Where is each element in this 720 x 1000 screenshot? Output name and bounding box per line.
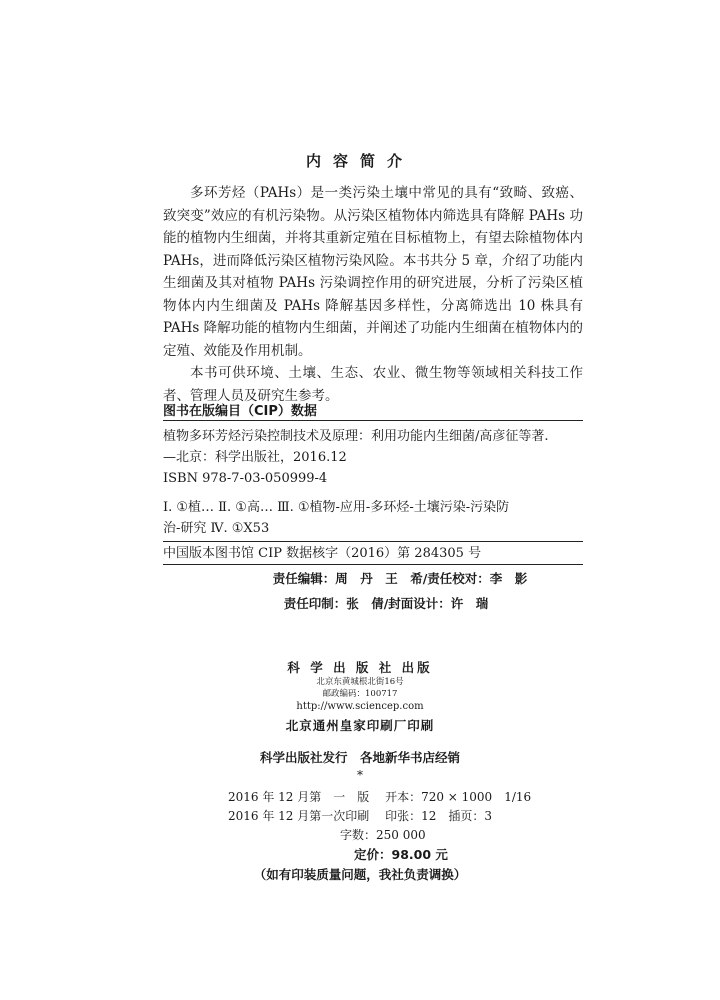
divider	[163, 564, 583, 565]
cip-heading: 图书在版编目（CIP）数据	[163, 404, 317, 419]
publisher-postcode: 邮政编码：100717	[322, 689, 398, 699]
edition-line: 2016 年 12 月第 一 版 开本：720 × 1000 1/16	[228, 790, 532, 804]
cip-number: 中国版本图书馆 CIP 数据核字（2016）第 284305 号	[163, 546, 482, 561]
printer-name: 北京通州皇家印刷厂印刷	[285, 718, 435, 733]
word-count: 字数：250 000	[340, 828, 426, 842]
summary-text	[163, 182, 583, 407]
print-line: 2016 年 12 月第一次印刷 印张：12 插页：3	[228, 809, 492, 823]
publisher-url: http://www.sciencep.com	[296, 701, 424, 712]
editor-credits: 责任编辑：周 丹 王 希/责任校对：李 影	[272, 571, 528, 586]
divider	[163, 541, 583, 542]
production-credits: 责任印制：张 倩/封面设计：许 瑞	[283, 596, 489, 611]
publisher-address: 北京东黄城根北街16号	[316, 677, 404, 687]
price: 定价：98.00 元	[354, 847, 448, 862]
cip-isbn-line: ISBN 978-7-03-050999-4	[163, 471, 328, 486]
cip-class-line: Ⅰ. ①植… Ⅱ. ①高… Ⅲ. ①植物-应用-多环烃-土壤污染-污染防	[163, 500, 510, 515]
cip-publisher-line: —北京：科学出版社，2016.12	[163, 450, 347, 465]
edition-info	[228, 788, 531, 864]
summary-title: 内容简介	[305, 152, 414, 170]
exchange-notice: （如有印装质量问题，我社负责调换）	[253, 867, 467, 882]
summary-paragraph: 多环芳烃（PAHs）是一类污染土壤中常见的具有“致畸、致癌、致突变”效应的有机污染物。从污染区植物体内筛选具有降解 PAHs 功能的植物内生细菌，并将其重新定殖在目标植物上，有望去除植物体内 PAHs，进而降低污染区植物污染风险。本书共分 5 章，介绍了功能内生细菌及其对植物 PAHs 污染调控作用的研究进展，分析了污染区植物体内内生细菌及 PAHs 降解基因多样性，分离筛选出 10 株具有 PAHs 降解功能的植物内生细菌，并阐述了功能内生细菌在植物体内的定殖、效能及作用机制。	[163, 185, 583, 359]
cip-record	[163, 426, 583, 539]
cip-class-line: 治-研究 Ⅳ. ①X53	[163, 521, 270, 536]
distribution-line: 科学出版社发行 各地新华书店经销	[259, 750, 460, 765]
publisher-name: 科 学 出 版 社 出版	[287, 660, 433, 675]
divider	[163, 420, 583, 421]
publisher-block	[0, 658, 720, 734]
summary-paragraph: 本书可供环境、土壤、生态、农业、微生物等领域相关科技工作者、管理人员及研究生参考。	[163, 365, 583, 404]
cip-title-line: 植物多环芳烃污染控制技术及原理：利用功能内生细菌/高彦征等著.	[163, 429, 549, 444]
separator-star: *	[357, 768, 363, 782]
